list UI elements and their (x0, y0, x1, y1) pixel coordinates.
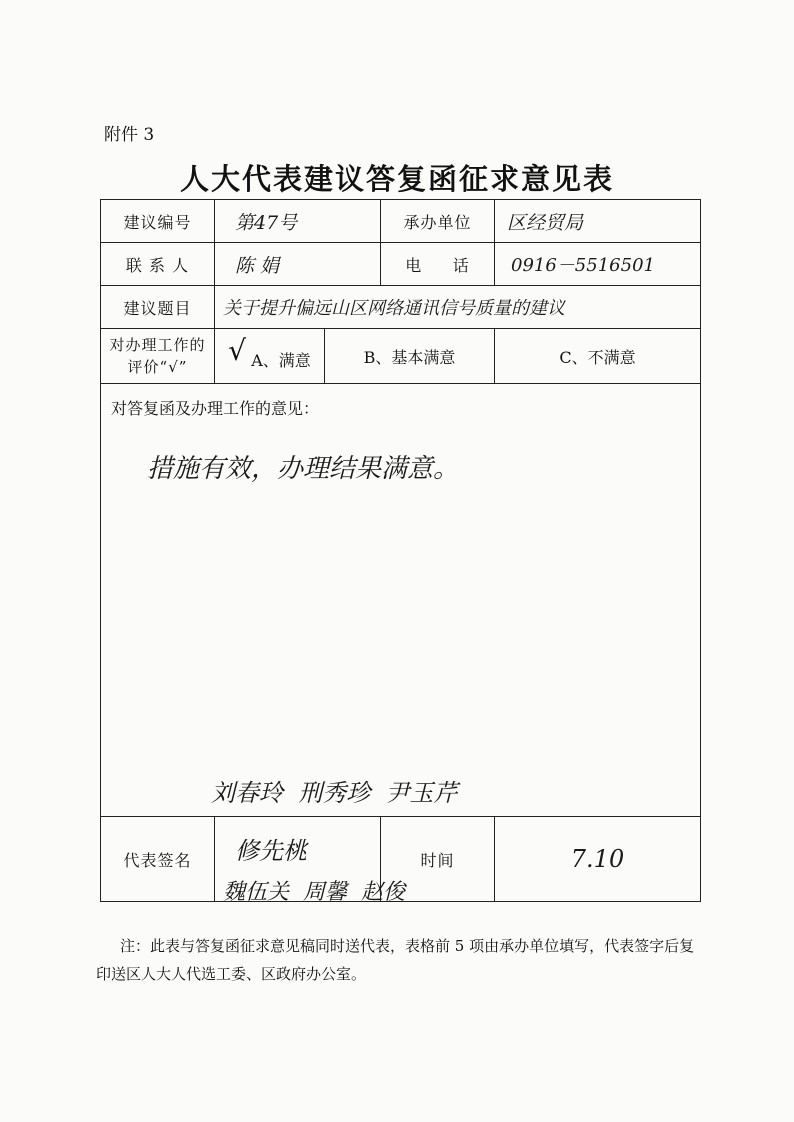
signatures-line3: 魏伍关 周馨 赵俊 (223, 880, 405, 905)
check-mark: √ (228, 333, 247, 367)
contact-value: 陈 娟 (215, 243, 381, 286)
opinion-text: 措施有效，办理结果满意。 (147, 454, 460, 484)
topic-label: 建议题目 (101, 286, 215, 329)
phone-label: 电 话 (381, 243, 495, 286)
option-b: B、基本满意 (325, 329, 495, 384)
signature-label: 代表签名 (101, 817, 215, 902)
contact-label: 联 系 人 (101, 243, 215, 286)
phone-value: 0916－5516501 (495, 243, 701, 286)
option-c: C、不满意 (495, 329, 701, 384)
topic-value: 关于提升偏远山区网络通讯信号质量的建议 (215, 286, 701, 329)
signature-cell (215, 817, 405, 905)
feedback-form-table (100, 199, 701, 905)
footnote: 注：此表与答复函征求意见稿同时送代表，表格前 5 项由承办单位填写，代表签字后复印送区人大人代选工委、区政府办公室。 (96, 937, 695, 983)
option-a-cell (215, 329, 325, 384)
signatures-line1: 刘春玲 刑秀珍 尹玉芹 (211, 779, 458, 807)
time-value: 7.10 (495, 817, 701, 902)
evaluation-label: 对办理工作的评价“√” (101, 329, 215, 384)
time-label: 时间 (381, 817, 495, 902)
form-title: 人大代表建议答复函征求意见表 (179, 162, 614, 196)
suggestion-no-label: 建议编号 (101, 200, 215, 243)
option-a: A、满意 (251, 350, 311, 370)
attachment-label: 附件 3 (104, 125, 155, 145)
opinion-label: 对答复函及办理工作的意见： (111, 399, 320, 418)
undertaker-value: 区经贸局 (495, 200, 701, 243)
signatures-line2: 修先桃 (235, 837, 307, 865)
suggestion-no-value: 第47号 (215, 200, 381, 243)
opinion-cell (101, 384, 701, 817)
undertaker-label: 承办单位 (381, 200, 495, 243)
